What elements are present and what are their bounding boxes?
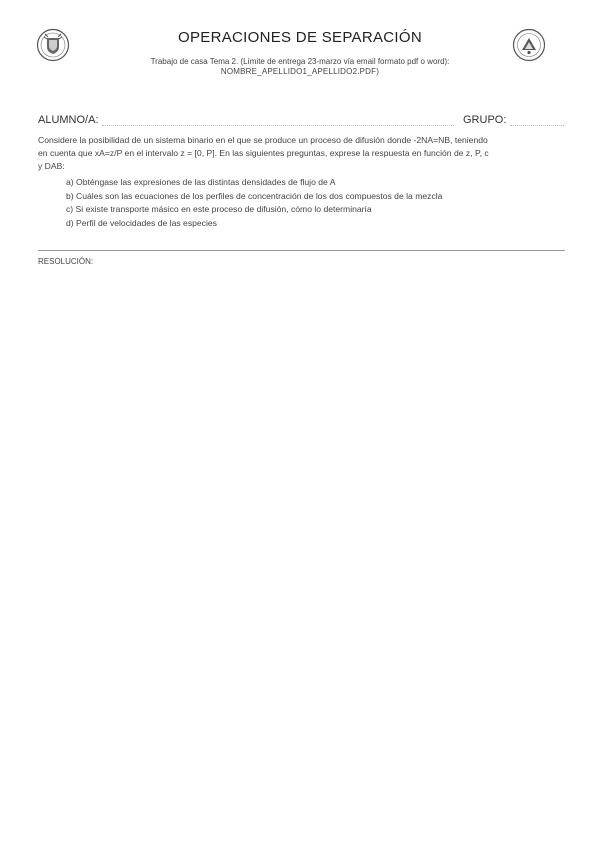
statement-line: y DAB: [38, 161, 65, 171]
question-d: d) Perfil de velocidades de las especies [66, 217, 217, 228]
grupo-fill-line [510, 125, 564, 126]
file-name-format: NOMBRE_APELLIDO1_APELLIDO2.PDF) [220, 67, 380, 76]
document-title: OPERACIONES DE SEPARACIÓN [178, 29, 422, 46]
question-b: b) Cuáles son las ecuaciones de los perfiles de concentración de los dos compuestos de la mezcla [66, 190, 443, 201]
section-divider [38, 250, 565, 251]
question-list [66, 176, 566, 230]
alumno-fill-line [102, 125, 454, 126]
problem-statement [38, 134, 566, 173]
question-c: c) Si existe transporte másico en este proceso de difusión, cómo lo determinaría [66, 204, 372, 214]
question-a: a) Obténgase las expresiones de las distintas densidades de flujo de A [66, 177, 336, 187]
statement-line: Considere la posibilidad de un sistema binario en el que se produce un proceso de difusión donde -2NA=NB, teniendo [38, 135, 488, 145]
alumno-label: ALUMNO/A: [38, 114, 99, 126]
grupo-label: GRUPO: [463, 114, 507, 126]
assignment-instructions: Trabajo de casa Tema 2. (Límite de entrega 23-marzo vía email formato pdf o word): [150, 57, 450, 66]
statement-line: en cuenta que xA=z/P en el intervalo z = [0, P]. En las siguientes preguntas, exprese la respuesta en función de z, P, c [38, 148, 489, 158]
resolucion-label: RESOLUCIÓN: [38, 257, 94, 266]
